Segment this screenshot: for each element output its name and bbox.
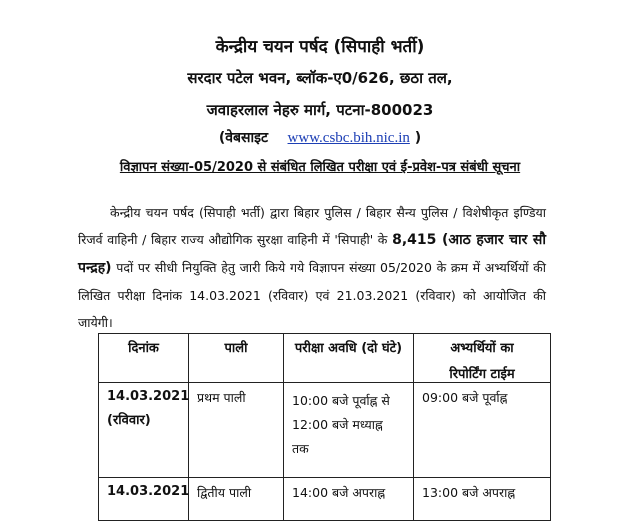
header-date: दिनांक bbox=[99, 334, 189, 383]
row1-duration-cell: 10:00 बजे पूर्वाह्न से 12:00 बजे मध्याह्न तक bbox=[284, 383, 414, 478]
address-line-2: जवाहरलाल नेहरु मार्ग, पटना-800023 bbox=[206, 101, 434, 119]
notice-subject: विज्ञापन संख्या-05/2020 से संबंधित लिखित परीक्षा एवं ई-प्रवेश-पत्र संबंधी सूचना bbox=[119, 160, 521, 175]
table-header-row bbox=[99, 334, 551, 383]
header-duration: परीक्षा अवधि (दो घंटे) bbox=[284, 334, 414, 383]
row1-shift-cell: प्रथम पाली bbox=[189, 383, 284, 478]
row2-reporting-cell: 13:00 बजे अपराह्न bbox=[414, 478, 551, 521]
table-row bbox=[99, 383, 551, 478]
website-link[interactable]: www.csbc.bih.nic.in bbox=[287, 130, 410, 146]
row2-shift-cell: द्वितीय पाली bbox=[189, 478, 284, 521]
row1-date-cell: 14.03.2021 (रविवार) bbox=[99, 383, 189, 478]
address-line-1: सरदार पटेल भवन, ब्लॉक-ए0/626, छठा तल, bbox=[187, 69, 453, 87]
row2-date-cell: 14.03.2021 bbox=[99, 478, 189, 521]
website-label: (वेबसाइट bbox=[218, 130, 269, 146]
org-title: केन्द्रीय चयन पर्षद (सिपाही भर्ती) bbox=[215, 37, 425, 57]
notice-paragraph bbox=[78, 199, 546, 336]
posts-count: 8,415 (आठ हजार चार सौ पन्द्रह) bbox=[78, 232, 546, 276]
website-close: ) bbox=[414, 130, 422, 146]
paragraph-part-2: पदों पर सीधी नियुक्ति हेतु जारी किये गये विज्ञापन संख्या 05/2020 के क्रम में अभ्यर्थियों की लिखित परीक्षा दिनांक 14.03.2021 (रविवार) एवं 21.03.2021 (रविवार) को आयोजित की जायेगी। bbox=[78, 260, 546, 330]
header-reporting: अभ्यर्थियों का रिपोर्टिंग टाईम bbox=[414, 334, 551, 383]
row2-duration-cell: 14:00 बजे अपराह्न bbox=[284, 478, 414, 521]
header-shift: पाली bbox=[189, 334, 284, 383]
row1-reporting-cell: 09:00 बजे पूर्वाह्न bbox=[414, 383, 551, 478]
paragraph-part-1: केन्द्रीय चयन पर्षद (सिपाही भर्ती) द्वारा बिहार पुलिस / बिहार सैन्य पुलिस / विशेषीकृत इण्डिया रिजर्व वाहिनी / बिहार राज्य औद्योगिक सुरक्षा वाहिनी में 'सिपाही' के bbox=[78, 205, 546, 247]
exam-schedule-table bbox=[98, 333, 551, 521]
website-line bbox=[0, 128, 640, 147]
table-row bbox=[99, 478, 551, 521]
